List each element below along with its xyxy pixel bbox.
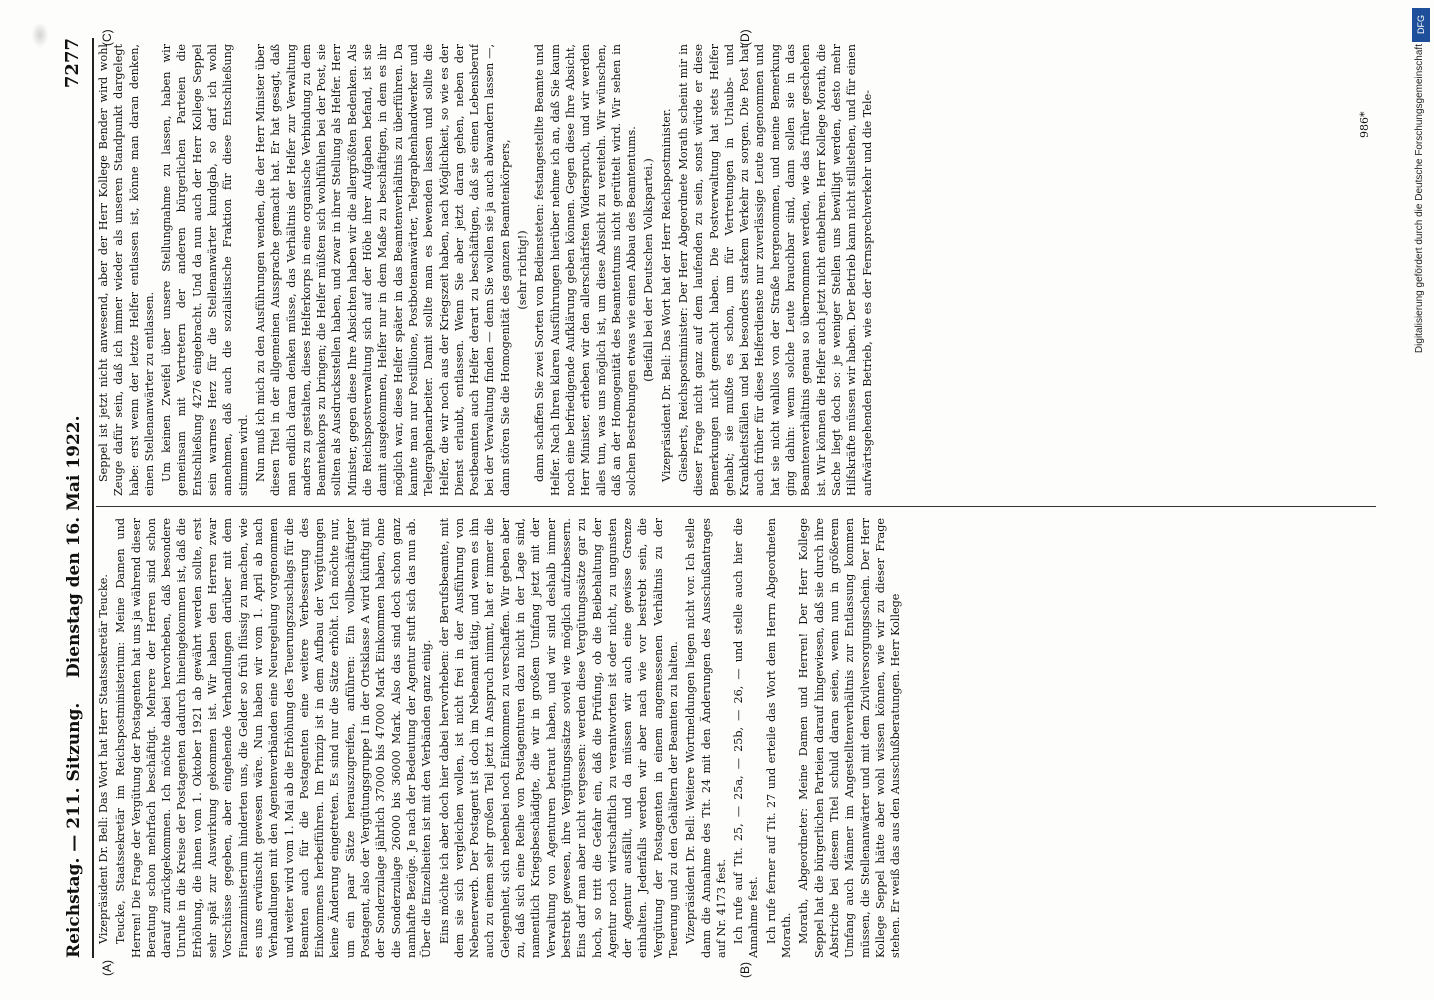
paragraph: Vizepräsident Dr. Bell: Das Wort hat der Herr Reichspostminister. (659, 108, 673, 482)
paragraph: Eins möchte ich aber doch hier dabei hervorheben: der Berufsbeamte, mit dem sie sich vergleichen wollen, ist nicht frei in der Ausführung von Nebenerwerb. Der Postagent ist doch im Nebenamt tätig, und wenn es ihn auch zu einem sehr großen Teil jetzt in Anspruch nimmt, hat er immer die Gelegenheit, sich nebenbei noch Einkommen zu verschaffen. Wir geben aber zu, daß sich eine Reihe von Postagenturen dazu nicht in der Lage sind, namentlich Kriegsbeschädigte, die wir in großem Umfang jetzt mit der Verwaltung von Agenturen betraut haben, und wir sind deshalb immer bestrebt gewesen, ihre Vergütungssätze soviel wie möglich aufzubessern. Eins darf man aber nicht vergessen: werden diese Vergütungssätze gar zu hoch, so tritt die Gefahr ein, daß die Prüfung, ob die Beibehaltung der Agentur noch wirtschaftlich zu verantworten ist oder nicht, zu ungunsten der Agentur ausfällt, und da müssen wir auch eine gewisse Grenze einhalten. Jedenfalls werden wir aber nach wie vor bestrebt sein, die Vergütung der Postagenten in einem angemessenen Verhältnis zu der Teuerung und zu den Gehältern der Beamten zu halten. (437, 518, 680, 958)
signature-mark: 986* (1358, 111, 1371, 138)
column-right (96, 44, 1376, 496)
paragraph: Vizepräsident Dr. Bell: Das Wort hat Herr Staatssekretär Teucke. (97, 574, 110, 944)
paragraph: Nun muß ich mich zu den Ausführungen wenden, die der Herr Minister über diesen Titel in der allgemeinen Aussprache gemacht hat. Er hat gesagt, daß man endlich daran denken müsse, das Verhältnis der Helfer zur Verwaltung anders zu gestalten, dieses Helferkorps in eine organische Verbindung zu dem Beamtenkorps zu bringen; die Helfer müßten sich wohlfühlen bei der Post, sie sollten als Ausdrucksstellen haben, und zwar in ihrer Stellung als Helfer. Herr Minister, gegen diese Ihre Absichten haben wir die allergrößten Bedenken. Als die Reichspostverwaltung sich auf der Höhe ihrer Aufgaben befand, ist sie damit ausgekommen, Helfer nur in dem Maße zu beschäftigen, in dem es ihr möglich war, diese Helfer später in das Beamtenverhältnis zu überführen. Da kannte man nur Postillione, Postbotenanwärter, Telegraphenhandwerker und Telegraphenarbeiter. Damit sollte man es bewenden lassen und sollte die Helfer, die wir noch aus der Kriegszeit haben, nach Möglichkeit, so wie es der Dienst erlaubt, entlassen. Wenn Sie aber jetzt daran gehen, neben der Postbeamten auch Helfer derart zu beschäftigen, daß sie einen Lebensberuf bei der Verwaltung finden — denn Sie wollen sie ja auch abwandern lassen —, dann stören Sie die Homogenität des ganzen Beamtenkörpers, (253, 44, 512, 496)
column-left (96, 518, 1376, 958)
paragraph: Ich rufe auf Tit. 25, — 25a, — 25b, — 26, — und stelle auch hier die Annahme fest. (732, 518, 761, 958)
paragraph: Giesberts, Reichspostminister: Der Herr Abgeordnete Morath scheint mir in dieser Frage nicht ganz auf dem laufenden zu sein, sonst würde er diese Bemerkungen nicht gemacht haben. Die Postverwaltung hat stets Helfer gehabt; sie mußte es schon, um für Vertretungen in Urlaubs- und Krankheitsfällen und bei besonders starkem Verkehr zu sorgen. Die Post hat auch früher für diese Helferdienste nur zuverlässige Leute angenommen und hat sie nicht wahllos von der Straße hergenommen, und meine Bemerkung ging dahin: wenn solche Leute brauchbar sind, dann sollen sie in das Beamtenverhältnis genau so übernommen werden, wie das früher geschehen ist. Wir können die Helfer auch jetzt nicht entbehren. Herr Kollege Morath, die Sache liegt doch so: je weniger Stellen uns bewilligt werden, desto mehr Hilfskräfte müssen wir haben. Der Betrieb kann nicht stillstehen, und für einen aufwärtsgehenden Betrieb, wie es der Fernsprechverkehr und die Tele- (676, 44, 874, 496)
interjection: (Beifall bei der Deutschen Volkspartei.) (642, 158, 656, 382)
margin-marker-c: (C) (100, 29, 114, 46)
page-header (62, 38, 94, 958)
rotated-page-content (62, 29, 1392, 978)
paragraph: Um keinen Zweifel über unsere Stellungnahme zu lassen, haben wir gemeinsam mit Vertretern der anderen bürgerlichen Parteien die Entschließung 4276 eingebracht. Und da nun auch der Herr Kollege Seppel sein warmes Herz für die Stellenanwärter kundgab, so darf ich wohl annehmen, daß auch die sozialistische Fraktion für diese Entschließung stimmen wird. (160, 44, 250, 496)
header-date: Dienstag den 16. Mai 1922. (64, 415, 84, 678)
column-divider (96, 506, 1376, 507)
interjection: (sehr richtig!) (516, 230, 530, 310)
header-left: Reichstag. — 211. Sitzung. (64, 702, 84, 958)
page-number: 7277 (62, 38, 83, 89)
paragraph: Seppel ist jetzt nicht anwesend, aber der Herr Kollege Bender wird wohl Zeuge dafür sein, daß ich immer wieder als unseren Standpunkt dargelegt habe: erst wenn der letzte Helfer entlassen ist, könne man daran denken, einen Stellenanwärter zu entlassen. (97, 44, 156, 496)
dfg-sidebar (1412, 8, 1432, 998)
dfg-funding-note: Digitalisierung gefördert durch die Deutsche Forschungsgemeinschaft (1414, 44, 1425, 354)
dfg-logo-badge: DFG (1412, 8, 1430, 42)
margin-marker-a: (A) (100, 960, 114, 976)
text-columns (96, 29, 1376, 978)
margin-marker-d: (D) (738, 29, 752, 46)
paragraph: Morath, Abgeordneter: Meine Damen und Herren! Der Herr Kollege Seppel hat die bürgerlichen Parteien darauf hingewiesen, daß sie durch ihre Abstriche bei diesem Titel schuld daran seien, wenn nun in größerem Umfang auch Männer im Angestelltenverhältnis zur Entlassung kommen müssen, die Stellenanwärter und mit dem Zivilversorgungsschein. Der Herr Kollege Seppel hätte aber wohl wissen können, wie wir zu dieser Frage stehen. Er weiß das aus den Ausschußberatungen. Herr Kollege (797, 518, 903, 958)
paragraph: dann schaffen Sie zwei Sorten von Bediensteten: festangestellte Beamte und Helfer. Nach Ihren klaren Ausführungen hierüber nehme ich an, daß Sie kaum noch eine befriedigende Aufklärung geben können. Gegen diese Ihre Absicht, Herr Minister, erheben wir den allerschärfsten Widerspruch, und wir werden alles tun, was uns möglich ist, um diese Absicht zu vereiteln. Wir wünschen, daß an der Homogenität des Beamtentums nicht gerüttelt wird. Wir sehen in solchen Bestrebungen etwas wie einen Abbau des Beamtentums. (533, 44, 639, 496)
scan-speck (30, 20, 50, 50)
paragraph: Ich rufe ferner auf Tit. 27 und erteile das Wort dem Herrn Abgeordneten Morath. (764, 518, 794, 958)
paragraph: Teucke, Staatssekretär im Reichspostministerium: Meine Damen und Herren! Die Frage der Vergütung der Postagenten hat uns ja während dieser Beratung schon mehrfach beschäftigt. Mehrere der Herren sind schon darauf zurückgekommen. Ich möchte dabei hervorheben, daß besondere Unruhe in die Kreise der Postagenten dadurch hineingekommen ist, daß die Erhöhung, die ihnen vom 1. Oktober 1921 ab gewährt werden sollte, erst sehr spät zur Auswirkung gekommen ist. Wir haben den Herren zwar Vorschüsse gegeben, aber eingehende Verhandlungen darüber mit dem Finanzministerium hinderten uns, die Gelder so früh flüssig zu machen, wie es uns erwünscht gewesen wäre. Nun haben wir vom 1. April ab nach Verhandlungen mit den Agentenverbänden eine Neuregelung vorgenommen und weiter wird vom 1. Mai ab die Erhöhung des Teuerungszuschlags für die Beamten auch für die Postagenten eine weitere Verbesserung des Einkommens herbeiführen. Im Prinzip ist in dem Aufbau der Vergütungen keine Änderung eingetreten. Es sind nur die Sätze erhöht. Ich möchte nur, um ein paar Sätze herauszugreifen, anführen: Ein vollbeschäftigter Postagent, also der Vergütungsgruppe I in der Ortsklasse A wird künftig mit der Sonderzulage jährlich 37000 bis 47000 Mark Einkommen haben, ohne die Sonderzulage 26000 bis 36000 Mark. Also das sind doch schon ganz namhafte Bezüge. Je nach der Bedeutung der Agentur stuft sich das nun ab. Über die Einzelheiten ist mit den Verbänden ganz einig. (114, 518, 434, 958)
paragraph: Vizepräsident Dr. Bell: Weitere Wortmeldungen liegen nicht vor. Ich stelle dann die Annahme des Tit. 24 mit den Änderungen des Ausschußantrages auf Nr. 4173 fest. (684, 518, 728, 958)
margin-marker-b: (B) (738, 962, 752, 978)
